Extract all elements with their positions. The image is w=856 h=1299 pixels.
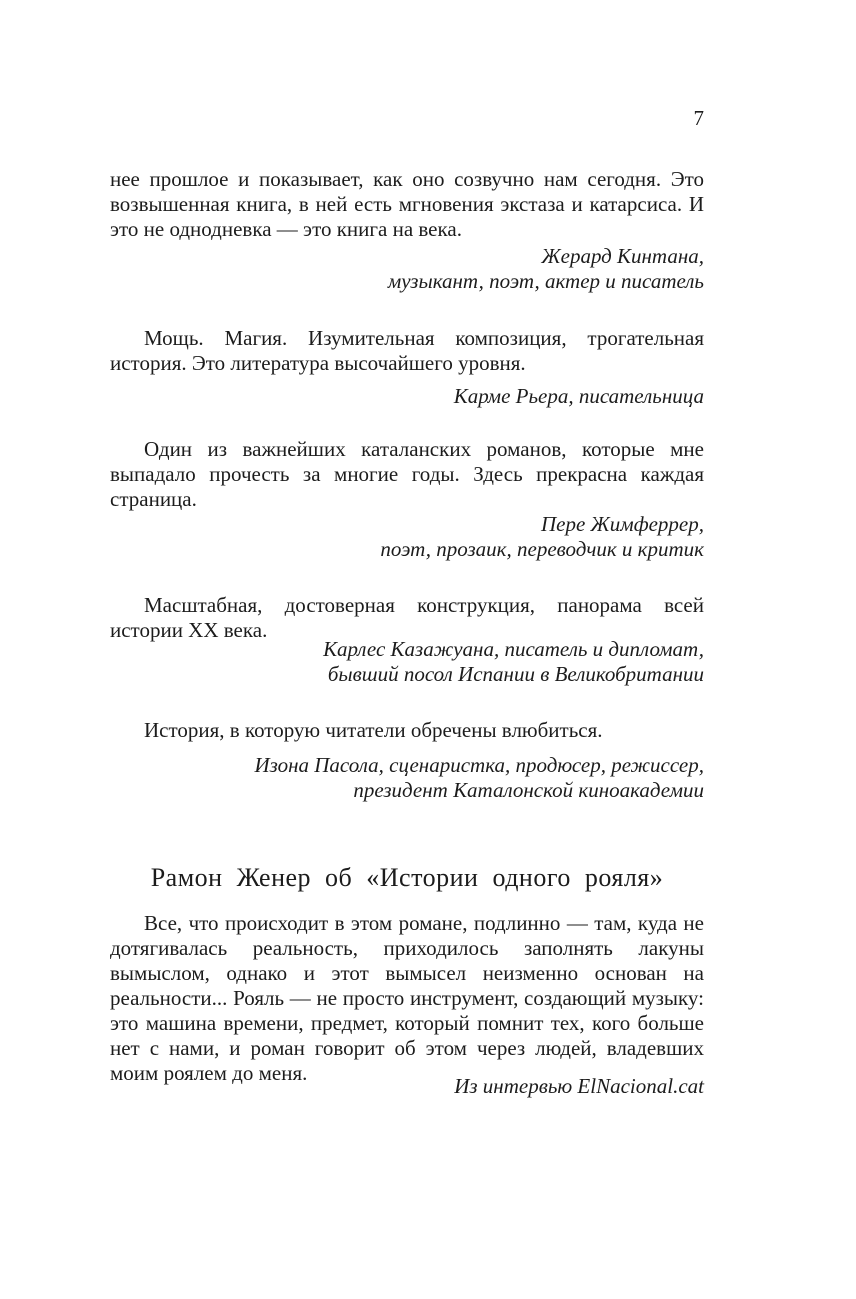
quote-attribution-line: поэт, прозаик, переводчик и критик <box>380 537 704 561</box>
source-attribution: Из интервью ElNacional.cat <box>454 1074 704 1098</box>
quote-text: Масштабная, достоверная конструкция, панорама всей истории XX века. <box>110 593 704 642</box>
quote-attribution-line: Пере Жимферрер, <box>541 512 704 536</box>
review-quote <box>110 437 704 562</box>
quote-text: История, в которую читатели обречены влюбиться. <box>144 718 603 742</box>
review-quote <box>110 167 704 294</box>
quote-attribution-line: музыкант, поэт, актер и писатель <box>387 269 704 293</box>
quote-attribution-line: Карлес Казажуана, писатель и дипломат, <box>323 637 704 661</box>
quote-attribution-line: Изона Пасола, сценаристка, продюсер, режиссер, <box>254 753 704 777</box>
quote-attribution-line: президент Каталонской киноакадемии <box>353 778 704 802</box>
review-quote <box>110 718 704 803</box>
quote-text: Один из важнейших каталанских романов, которые мне выпадало прочесть за многие годы. Здесь прекрасна каждая страница. <box>110 437 704 511</box>
review-quote <box>110 326 704 409</box>
quote-attribution-line: Карме Рьера, писательница <box>453 384 704 408</box>
quote-attribution-line: бывший посол Испании в Великобритании <box>327 662 704 686</box>
quote-attribution-line: Жерард Кинтана, <box>541 244 704 268</box>
section-heading: Рамон Женер об «Истории одного рояля» <box>150 863 664 892</box>
page-number: 7 <box>693 106 704 130</box>
review-quote <box>110 593 704 687</box>
section-paragraph: Все, что происходит в этом романе, подлинно — там, куда не дотягивалась реальность, приходилось заполнять лакуны вымыслом, однако и этот вымысел неизменно основан на реальности... Рояль — не просто инструмент, создающий музыку: это машина времени, предмет, который помнит тех, кого больше нет с нами, и роман говорит об этом через людей, владевших моим роялем до меня. <box>110 911 704 1085</box>
quote-text: нее прошлое и показывает, как оно созвучно нам сегодня. Это возвышенная книга, в ней есть мгновения экстаза и катарсиса. И это не однодневка — это книга на века. <box>110 167 704 241</box>
quote-text: Мощь. Магия. Изумительная композиция, трогательная история. Это литература высочайшего уровня. <box>110 326 704 375</box>
page-content <box>110 167 704 1099</box>
